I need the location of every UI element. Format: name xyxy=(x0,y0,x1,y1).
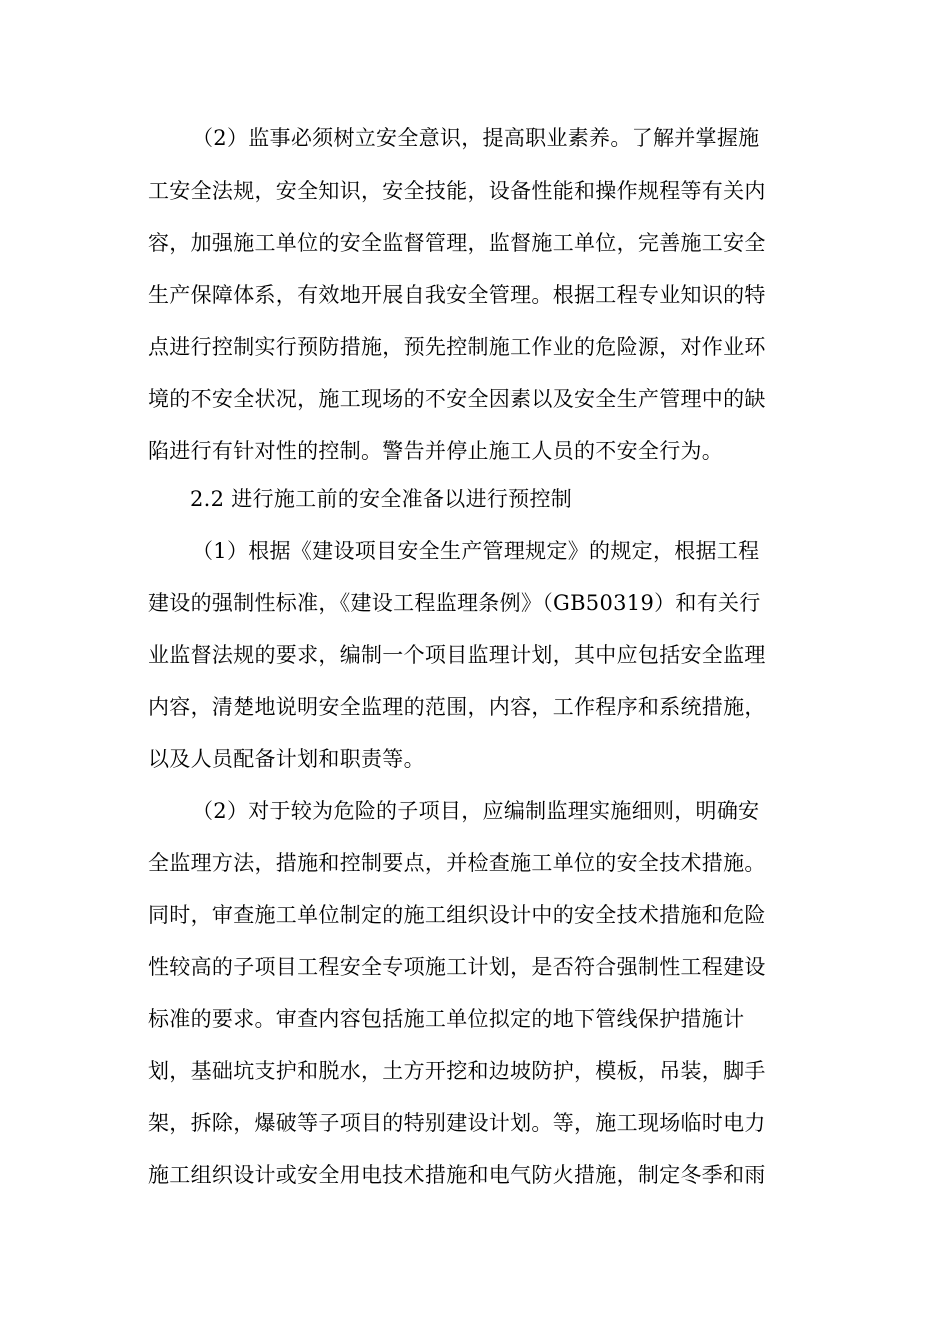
paragraph-line: 同时，审查施工单位制定的施工组织设计中的安全技术措施和危险 xyxy=(148,903,766,927)
paragraph-line: 建设的强制性标准，《建设工程监理条例》（GB50319）和有关行 xyxy=(148,591,761,615)
paragraph-line: 生产保障体系，有效地开展自我安全管理。根据工程专业知识的特 xyxy=(148,283,766,307)
paragraph-line: （2）监事必须树立安全意识，提高职业素养。了解并掌握施 xyxy=(192,126,760,150)
paragraph-line: 标准的要求。审查内容包括施工单位拟定的地下管线保护措施计 xyxy=(148,1007,745,1031)
paragraph-line: 业监督法规的要求，编制一个项目监理计划，其中应包括安全监理 xyxy=(148,643,766,667)
paragraph-line: 划，基础坑支护和脱水，土方开挖和边坡防护，模板，吊装，脚手 xyxy=(148,1059,766,1083)
section-heading: 2.2 进行施工前的安全准备以进行预控制 xyxy=(190,487,573,511)
paragraph-line: 陷进行有针对性的控制。警告并停止施工人员的不安全行为。 xyxy=(148,439,724,463)
paragraph-line: （1）根据《建设项目安全生产管理规定》的规定，根据工程 xyxy=(192,539,760,563)
paragraph-line: 性较高的子项目工程安全专项施工计划，是否符合强制性工程建设 xyxy=(148,955,766,979)
paragraph-line: 施工组织设计或安全用电技术措施和电气防火措施，制定冬季和雨 xyxy=(148,1163,766,1187)
paragraph-line: 内容，清楚地说明安全监理的范围，内容，工作程序和系统措施， xyxy=(148,695,766,719)
paragraph-line: 工安全法规，安全知识，安全技能，设备性能和操作规程等有关内 xyxy=(148,179,766,203)
paragraph-line: 点进行控制实行预防措施，预先控制施工作业的危险源，对作业环 xyxy=(148,335,766,359)
paragraph-line: 容，加强施工单位的安全监督管理，监督施工单位，完善施工安全 xyxy=(148,231,766,255)
paragraph-line: 以及人员配备计划和职责等。 xyxy=(148,747,425,771)
paragraph-line: 全监理方法，措施和控制要点，并检查施工单位的安全技术措施。 xyxy=(148,851,766,875)
paragraph-line: （2）对于较为危险的子项目，应编制监理实施细则，明确安 xyxy=(192,799,760,823)
paragraph-line: 架，拆除，爆破等子项目的特别建设计划。等，施工现场临时电力 xyxy=(148,1111,766,1135)
paragraph-line: 境的不安全状况，施工现场的不安全因素以及安全生产管理中的缺 xyxy=(148,387,766,411)
